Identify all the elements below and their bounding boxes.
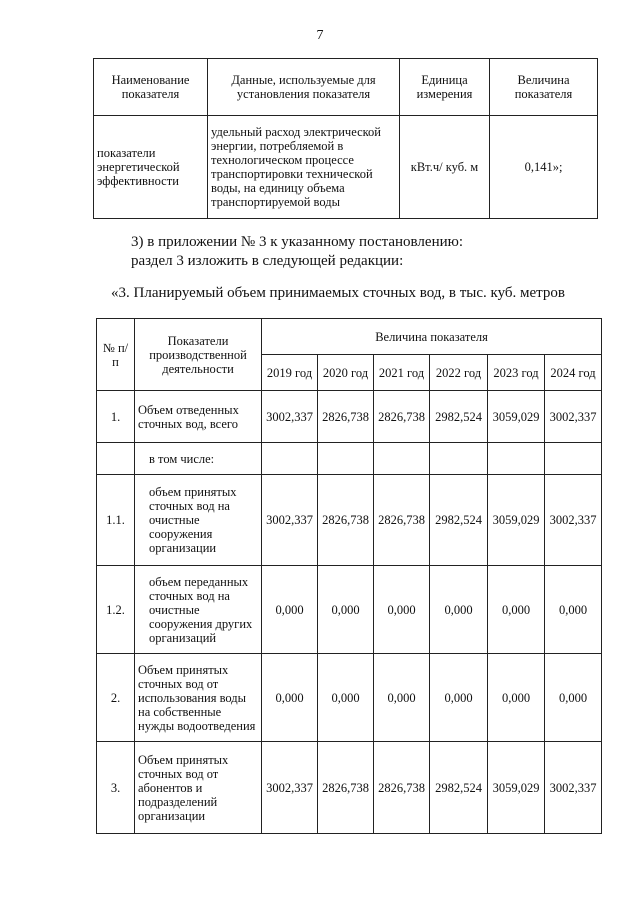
row-number: 3. — [97, 742, 135, 834]
cell-indicator-name: показатели энергетической эффективности — [94, 116, 208, 219]
header-value: Величина показателя — [490, 59, 598, 116]
row-value: 3002,337 — [545, 391, 602, 443]
cell-data-used: удельный расход электрической энергии, потребляемой в технологическом процессе транспортировки технической воды, на единицу объема транспортируемой воды — [208, 116, 400, 219]
header-year: 2023 год — [488, 355, 545, 391]
energy-efficiency-table — [93, 58, 598, 219]
row-value: 2982,524 — [430, 475, 488, 566]
row-value: 2982,524 — [430, 391, 488, 443]
row-value: 0,000 — [488, 566, 545, 654]
paragraph-line-1: 3) в приложении № 3 к указанному постановлению: — [131, 234, 463, 250]
row-value: 0,000 — [318, 654, 374, 742]
table-row — [97, 475, 602, 566]
row-label: объем принятых сточных вод на очистные сооружения организации — [135, 475, 262, 566]
table-row — [97, 391, 602, 443]
wastewater-volume-table — [96, 318, 602, 834]
row-number: 2. — [97, 654, 135, 742]
row-value: 3002,337 — [545, 742, 602, 834]
row-value — [488, 443, 545, 475]
row-label: Объем отведенных сточных вод, всего — [135, 391, 262, 443]
row-value: 0,000 — [374, 566, 430, 654]
row-number: 1.1. — [97, 475, 135, 566]
row-value: 0,000 — [488, 654, 545, 742]
header-year: 2022 год — [430, 355, 488, 391]
table-row — [97, 654, 602, 742]
row-value: 3002,337 — [262, 391, 318, 443]
row-value: 2826,738 — [318, 391, 374, 443]
page-number: 7 — [316, 28, 324, 43]
row-value: 0,000 — [318, 566, 374, 654]
header-number: № п/п — [97, 319, 135, 391]
cell-value: 0,141»; — [490, 116, 598, 219]
row-value: 2826,738 — [374, 475, 430, 566]
table-header-row — [94, 59, 598, 116]
table-row — [94, 116, 598, 219]
row-value: 0,000 — [262, 654, 318, 742]
row-value: 3002,337 — [262, 742, 318, 834]
header-value-group: Величина показателя — [262, 319, 602, 355]
header-year: 2021 год — [374, 355, 430, 391]
row-value: 0,000 — [430, 654, 488, 742]
row-value: 0,000 — [374, 654, 430, 742]
row-label: Объем принятых сточных вод от абонентов и подразделений организации — [135, 742, 262, 834]
row-value: 0,000 — [430, 566, 488, 654]
table-header-row — [97, 319, 602, 355]
table-row — [97, 566, 602, 654]
row-value — [262, 443, 318, 475]
header-indicator-name: Наименование показателя — [94, 59, 208, 116]
paragraph-line-2: раздел 3 изложить в следующей редакции: — [131, 253, 404, 269]
row-value: 3002,337 — [545, 475, 602, 566]
row-number: 1. — [97, 391, 135, 443]
row-label: в том числе: — [135, 443, 262, 475]
row-value: 3059,029 — [488, 391, 545, 443]
row-value — [318, 443, 374, 475]
header-year: 2024 год — [545, 355, 602, 391]
row-value: 2826,738 — [318, 475, 374, 566]
row-value: 0,000 — [262, 566, 318, 654]
row-value — [430, 443, 488, 475]
row-value — [374, 443, 430, 475]
row-number: 1.2. — [97, 566, 135, 654]
row-value: 2826,738 — [374, 391, 430, 443]
row-value: 0,000 — [545, 654, 602, 742]
row-value: 0,000 — [545, 566, 602, 654]
row-value: 2826,738 — [374, 742, 430, 834]
row-value: 2982,524 — [430, 742, 488, 834]
section-title: «3. Планируемый объем принимаемых сточных вод, в тыс. куб. метров — [111, 285, 565, 301]
row-value: 3059,029 — [488, 475, 545, 566]
header-data-used: Данные, используемые для установления показателя — [208, 59, 400, 116]
table-row — [97, 443, 602, 475]
row-label: Объем принятых сточных вод от использования воды на собственные нужды водоотведения — [135, 654, 262, 742]
cell-unit: кВт.ч/ куб. м — [400, 116, 490, 219]
header-unit: Единица измерения — [400, 59, 490, 116]
header-year: 2020 год — [318, 355, 374, 391]
row-value: 2826,738 — [318, 742, 374, 834]
row-value — [545, 443, 602, 475]
table-row — [97, 742, 602, 834]
row-number — [97, 443, 135, 475]
row-value: 3002,337 — [262, 475, 318, 566]
row-value: 3059,029 — [488, 742, 545, 834]
header-indicator: Показатели производственной деятельности — [135, 319, 262, 391]
row-label: объем переданных сточных вод на очистные сооружения других организаций — [135, 566, 262, 654]
header-year: 2019 год — [262, 355, 318, 391]
